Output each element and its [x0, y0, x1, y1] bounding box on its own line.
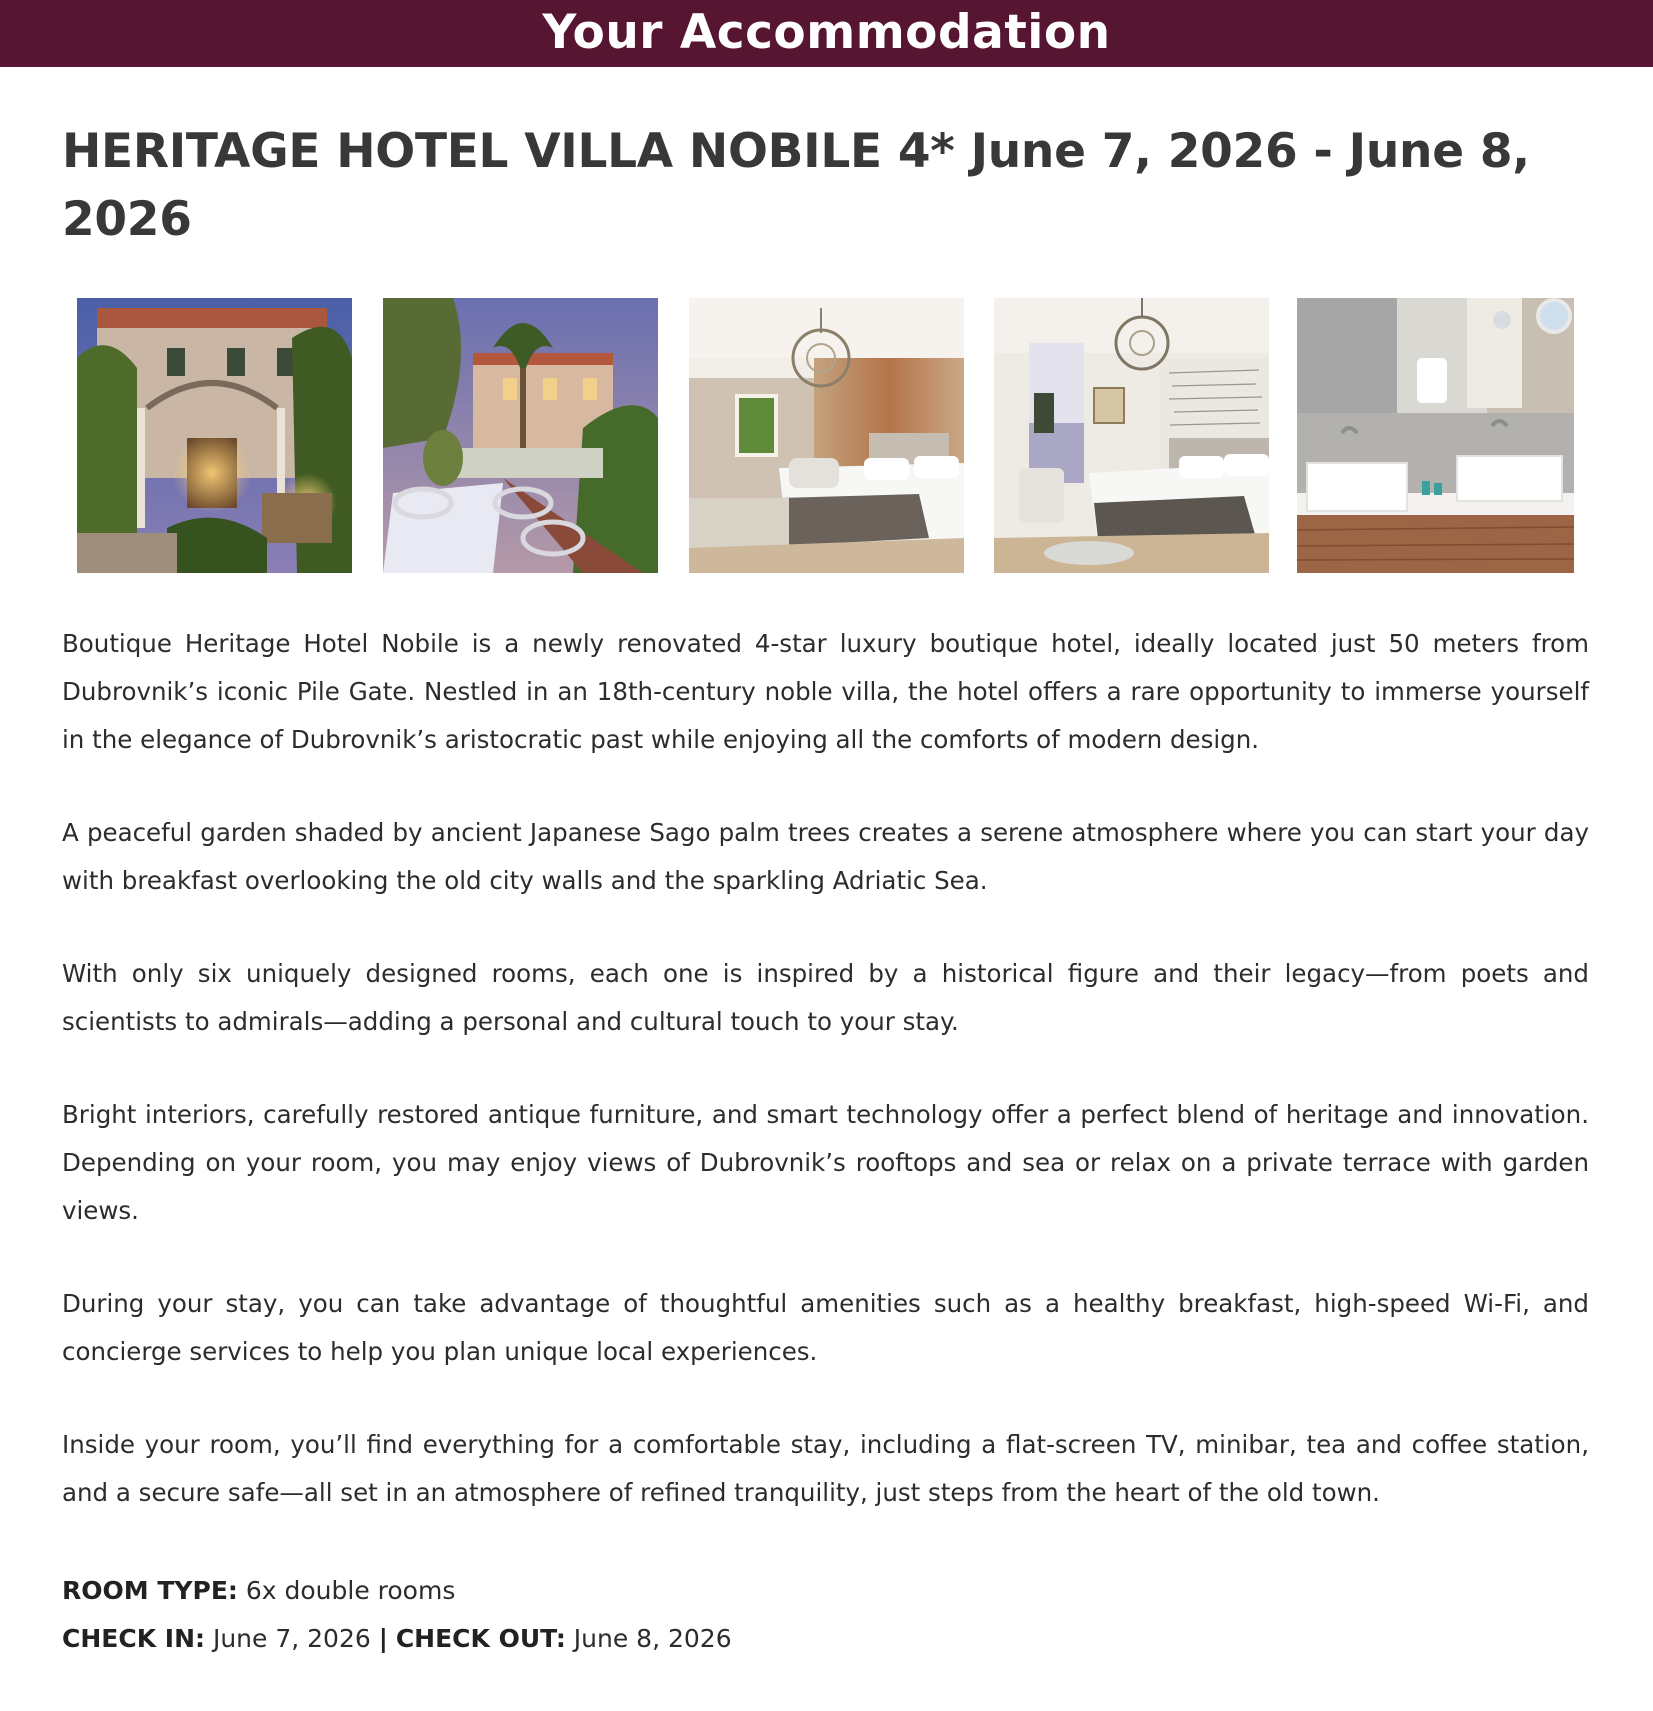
photo-gallery: [0, 298, 1653, 573]
description-paragraph-5: During your stay, you can take advantage of thoughtful amenities such as a healthy breakfast, high-speed Wi-Fi, and concierge services to help you plan unique local experiences.: [62, 1289, 1589, 1366]
check-in-label: CHECK IN:: [62, 1624, 205, 1653]
description-paragraph-6: Inside your room, you’ll find everything for a comfortable stay, including a flat-screen TV, minibar, tea and coffee station, and a secure safe—all set in an atmosphere of refined tranquility, just steps from the heart of the old town.: [62, 1430, 1589, 1507]
room-type-label: ROOM TYPE:: [62, 1576, 238, 1605]
hotel-title: HERITAGE HOTEL VILLA NOBILE 4* June 7, 2026 - June 8, 2026: [62, 124, 1530, 247]
check-in-value: June 7, 2026: [212, 1624, 371, 1653]
description-paragraph-4: Bright interiors, carefully restored antique furniture, and smart technology offer a perfect blend of heritage and innovation. Depending on your room, you may enjoy views of Dubrovnik’s rooftops and sea or relax on a private terrace with garden views.: [62, 1100, 1589, 1225]
hotel-terrace-dining-photo: [383, 298, 658, 573]
hotel-description: [62, 620, 1589, 1517]
hotel-room-stone-wall-photo: [689, 298, 964, 573]
check-out-value: June 8, 2026: [573, 1624, 732, 1653]
check-out-label: CHECK OUT:: [395, 1624, 566, 1653]
hotel-garden-exterior-photo: [77, 298, 352, 573]
header-bar: [0, 0, 1653, 67]
room-type-line: [62, 1567, 732, 1615]
hotel-room-script-wall-photo: [994, 298, 1269, 573]
description-paragraph-2: A peaceful garden shaded by ancient Japanese Sago palm trees creates a serene atmosphere where you can start your day with breakfast overlooking the old city walls and the sparkling Adriatic Sea.: [62, 818, 1589, 895]
hotel-bathroom-photo: [1297, 298, 1574, 573]
room-type-value: 6x double rooms: [245, 1576, 456, 1605]
description-paragraph-1: Boutique Heritage Hotel Nobile is a newly renovated 4-star luxury boutique hotel, ideally located just 50 meters from Dubrovnik’s iconic Pile Gate. Nestled in an 18th-century noble villa, the hotel offers a rare opportunity to immerse yourself in the elegance of Dubrovnik’s aristocratic past while enjoying all the comforts of modern design.: [62, 629, 1589, 754]
booking-details: [62, 1567, 732, 1663]
page-title: Your Accommodation: [542, 5, 1111, 60]
check-dates-line: [62, 1615, 732, 1663]
date-separator: |: [378, 1624, 388, 1653]
description-paragraph-3: With only six uniquely designed rooms, each one is inspired by a historical figure and their legacy—from poets and scientists to admirals—adding a personal and cultural touch to your stay.: [62, 959, 1589, 1036]
